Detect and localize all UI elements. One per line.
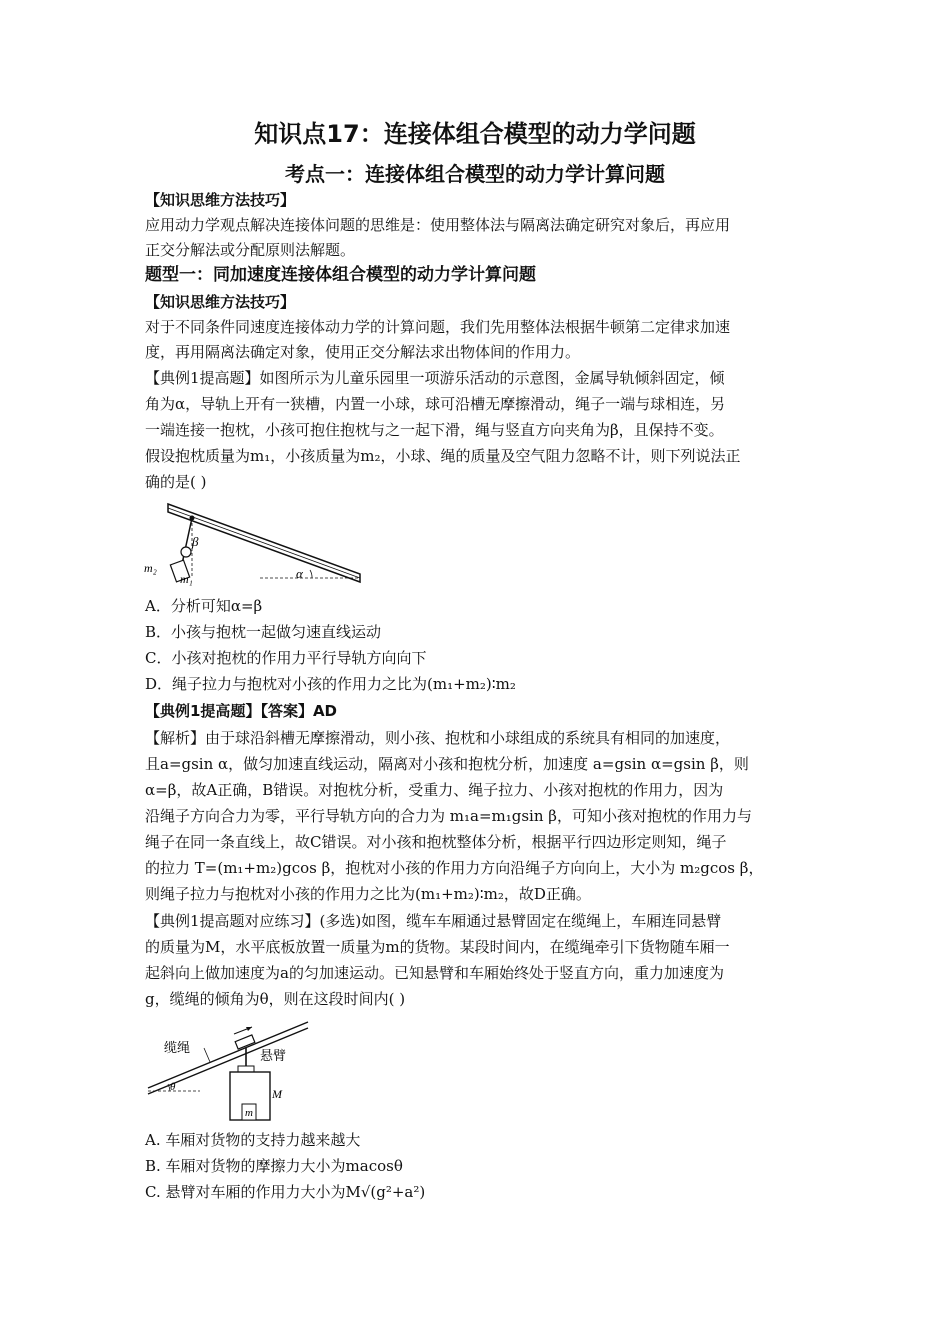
theta-label: θ <box>170 1081 176 1093</box>
option-a: A．分析可知α=β <box>145 597 263 615</box>
example-text-line: 角为α，导轨上开有一狭槽，内置一小球，球可沿槽无摩擦滑动，绳子一端与球相连，另 <box>145 395 726 413</box>
alpha-arc <box>310 570 312 578</box>
option-b: B．小孩与抱枕一起做匀速直线运动 <box>145 623 382 641</box>
section-tag: 【知识思维方法技巧】 <box>145 191 296 209</box>
practice-text-line: 起斜向上做加速度为a的匀加速运动。已知悬臂和车厢始终处于竖直方向，重力加速度为 <box>145 964 724 982</box>
cable-label-leader <box>204 1048 210 1062</box>
analysis-line: 的拉力 T=(m₁+m₂)gcos β，抱枕对小孩的作用力方向沿绳子方向向上，大小为 m₂gcos β， <box>145 859 764 877</box>
practice-option-b: B. 车厢对货物的摩擦力大小为macosθ <box>145 1157 403 1175</box>
example-text-line: 一端连接一抱枕，小孩可抱住抱枕与之一起下滑，绳与竖直方向夹角为β，且保持不变。 <box>145 421 724 439</box>
option-c: C．小孩对抱枕的作用力平行导轨方向向下 <box>145 649 427 667</box>
analysis-line: 则绳子拉力与抱枕对小孩的作用力之比为(m₁+m₂)∶m₂，故D正确。 <box>145 885 591 903</box>
type-text-line: 对于不同条件同速度连接体动力学的计算问题，我们先用整体法根据牛顿第二定律求加速 <box>145 318 731 336</box>
section-text-line: 正交分解法或分配原则法解题。 <box>145 241 356 259</box>
m2-label: m₂ <box>144 561 157 575</box>
type-tag: 【知识思维方法技巧】 <box>145 293 296 311</box>
analysis-line: 且a=gsin α，做匀加速直线运动，隔离对小孩和抱枕分析，加速度 a=gsin α=gsin β，则 <box>145 755 749 773</box>
alpha-label: α <box>296 566 303 581</box>
incline-rail-figure <box>140 498 365 590</box>
M-label: M <box>272 1087 282 1101</box>
answer-line: 【典例1提高题】【答案】AD <box>145 702 337 720</box>
analysis-line: 沿绳子方向合力为零，平行导轨方向的合力为 m₁a=m₁gsin β，可知小孩对抱枕的作用力与 <box>145 807 752 825</box>
cable-label: 缆绳 <box>164 1041 191 1056</box>
practice-option-c: C. 悬臂对车厢的作用力大小为M√(g²+a²) <box>145 1183 426 1201</box>
type-text-line: 度，再用隔离法确定对象，使用正交分解法求出物体间的作用力。 <box>145 343 581 361</box>
type-heading: 题型一：同加速度连接体组合模型的动力学计算问题 <box>145 265 536 285</box>
example-text-line: 假设抱枕质量为m₁，小孩质量为m₂，小球、绳的质量及空气阻力忽略不计，则下列说法正 <box>145 447 741 465</box>
child-head <box>181 547 191 557</box>
beta-label: β <box>192 534 199 549</box>
page-subtitle: 考点一：连接体组合模型的动力学计算问题 <box>285 162 665 186</box>
m-label: m <box>245 1107 253 1119</box>
pulley-box <box>235 1035 255 1049</box>
page-title: 知识点17：连接体组合模型的动力学问题 <box>254 120 696 148</box>
option-d: D．绳子拉力与抱枕对小孩的作用力之比为(m₁+m₂)∶m₂ <box>145 675 516 693</box>
practice-text-line: 【典例1提高题对应练习】(多选)如图，缆车车厢通过悬臂固定在缆绳上，车厢连同悬臂 <box>145 912 722 930</box>
m1-label: m₁ <box>180 572 193 586</box>
example-text-line: 【典例1提高题】如图所示为儿童乐园里一项游乐活动的示意图，金属导轨倾斜固定，倾 <box>145 369 725 387</box>
example-text-line: 确的是( ) <box>145 473 207 491</box>
cable-car-figure <box>140 1018 315 1124</box>
practice-text-line: 的质量为M，水平底板放置一质量为m的货物。某段时间内，在缆绳牵引下货物随车厢一 <box>145 938 730 956</box>
ball <box>190 516 195 521</box>
analysis-line: α=β，故A正确，B错误。对抱枕分析，受重力、绳子拉力、小孩对抱枕的作用力，因为 <box>145 781 724 799</box>
practice-text-line: g，缆绳的倾角为θ，则在这段时间内( ) <box>145 990 406 1008</box>
arm-label: 悬臂 <box>260 1049 287 1064</box>
arm-clamp <box>238 1066 254 1072</box>
section-text-line: 应用动力学观点解决连接体问题的思维是：使用整体法与隔离法确定研究对象后，再应用 <box>145 216 731 234</box>
practice-option-a: A. 车厢对货物的支持力越来越大 <box>145 1131 361 1149</box>
analysis-line: 绳子在同一条直线上，故C错误。对小孩和抱枕整体分析，根据平行四边形定则知，绳子 <box>145 833 727 851</box>
analysis-line: 【解析】由于球沿斜槽无摩擦滑动，则小孩、抱枕和小球组成的系统具有相同的加速度， <box>145 729 731 747</box>
